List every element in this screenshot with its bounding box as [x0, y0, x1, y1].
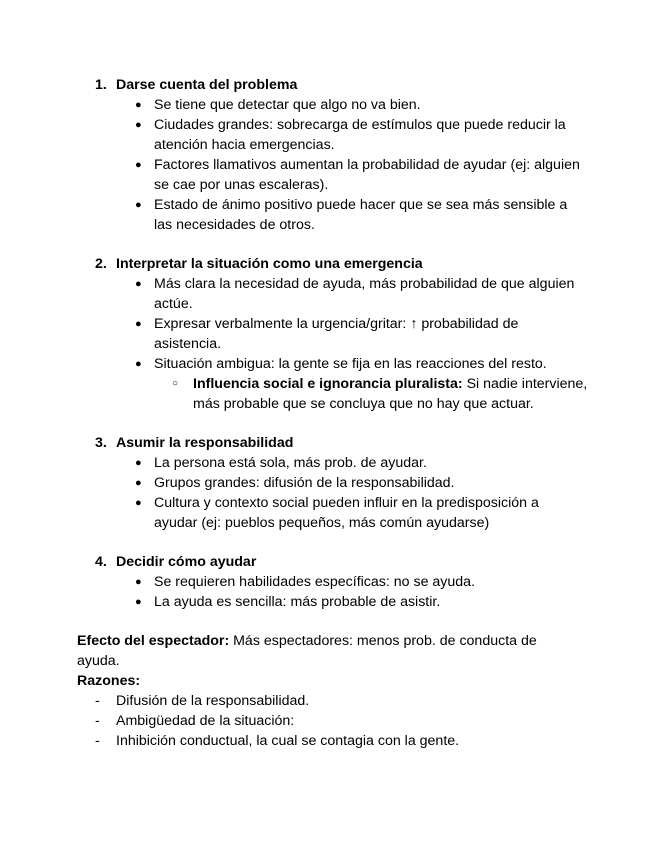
dash-icon: - [95, 733, 100, 749]
reason-text: Difusión de la responsabilidad. [116, 693, 310, 709]
reason-item [0, 731, 655, 751]
section-heading [0, 552, 655, 572]
list-item [0, 493, 584, 533]
section-1 [0, 75, 655, 235]
section-title: Darse cuenta del problema [116, 77, 298, 93]
sub-list-item [0, 374, 588, 414]
list-item [0, 95, 584, 115]
circle-bullet-icon: ○ [172, 378, 179, 389]
document-page [0, 75, 655, 751]
bullet-icon: ● [135, 199, 142, 211]
section-number: 2. [95, 256, 107, 272]
bullet-icon: ● [135, 358, 142, 370]
section-4 [0, 552, 655, 612]
section-heading [0, 75, 655, 95]
list-item [0, 453, 584, 473]
list-item [0, 155, 584, 195]
list-item-text: La persona está sola, más prob. de ayudar. [154, 455, 427, 471]
reason-item [0, 691, 655, 711]
bullet-icon: ● [135, 457, 142, 469]
list-item [0, 354, 584, 374]
bullet-icon: ● [135, 596, 142, 608]
section-title: Decidir cómo ayudar [116, 554, 257, 570]
bullet-icon: ● [135, 576, 142, 588]
section-heading [0, 254, 655, 274]
list-item [0, 572, 584, 592]
section-3 [0, 433, 655, 533]
effect-text: Más espectadores: menos prob. de conducta de ayuda. [77, 633, 537, 669]
effect-label: Efecto del espectador: [77, 633, 230, 649]
bullet-icon: ● [135, 497, 142, 509]
section-title: Interpretar la situación como una emergencia [116, 256, 423, 272]
section-title: Asumir la responsabilidad [116, 435, 294, 451]
list-item-text: Estado de ánimo positivo puede hacer que se sea más sensible a las necesidades de otros. [154, 197, 568, 233]
bullet-icon: ● [135, 278, 142, 290]
sub-list-item-label: Influencia social e ignorancia pluralista: [193, 376, 463, 392]
reasons-heading: Razones: [77, 673, 141, 689]
reason-item [0, 711, 655, 731]
list-item [0, 115, 584, 155]
list-item-text: Factores llamativos aumentan la probabilidad de ayudar (ej: alguien se cae por unas escaleras). [154, 157, 580, 193]
section-heading [0, 433, 655, 453]
list-item-text: Expresar verbalmente la urgencia/gritar: ↑ probabilidad de asistencia. [154, 316, 519, 352]
list-item [0, 473, 584, 493]
dash-icon: - [95, 693, 100, 709]
dash-icon: - [95, 713, 100, 729]
section-2 [0, 254, 655, 414]
section-number: 4. [95, 554, 107, 570]
reason-text: Inhibición conductual, la cual se contagia con la gente. [116, 733, 460, 749]
list-item-text: Situación ambigua: la gente se fija en las reacciones del resto. [154, 356, 547, 372]
bullet-icon: ● [135, 119, 142, 131]
list-item-text: Cultura y contexto social pueden influir en la predisposición a ayudar (ej: pueblos pequeños, más común ayudarse) [154, 495, 539, 531]
section-number: 1. [95, 77, 107, 93]
reason-text: Ambigüedad de la situación: [116, 713, 295, 729]
section-number: 3. [95, 435, 107, 451]
list-item-text: La ayuda es sencilla: más probable de asistir. [154, 594, 441, 610]
list-item [0, 592, 584, 612]
bullet-icon: ● [135, 99, 142, 111]
list-item-text: Se requieren habilidades específicas: no se ayuda. [154, 574, 476, 590]
list-item-text: Más clara la necesidad de ayuda, más probabilidad de que alguien actúe. [154, 276, 575, 312]
list-item [0, 314, 584, 354]
bystander-effect-paragraph [0, 631, 577, 671]
list-item-text: Ciudades grandes: sobrecarga de estímulos que puede reducir la atención hacia emergencias. [154, 117, 566, 153]
list-item-text: Se tiene que detectar que algo no va bien. [154, 97, 421, 113]
bullet-icon: ● [135, 318, 142, 330]
list-item-text: Grupos grandes: difusión de la responsabilidad. [154, 475, 455, 491]
list-item [0, 195, 584, 235]
bullet-icon: ● [135, 159, 142, 171]
bullet-icon: ● [135, 477, 142, 489]
sub-list-item-text: Si nadie interviene, más probable que se concluya que no hay que actuar. [193, 376, 588, 412]
list-item [0, 274, 584, 314]
